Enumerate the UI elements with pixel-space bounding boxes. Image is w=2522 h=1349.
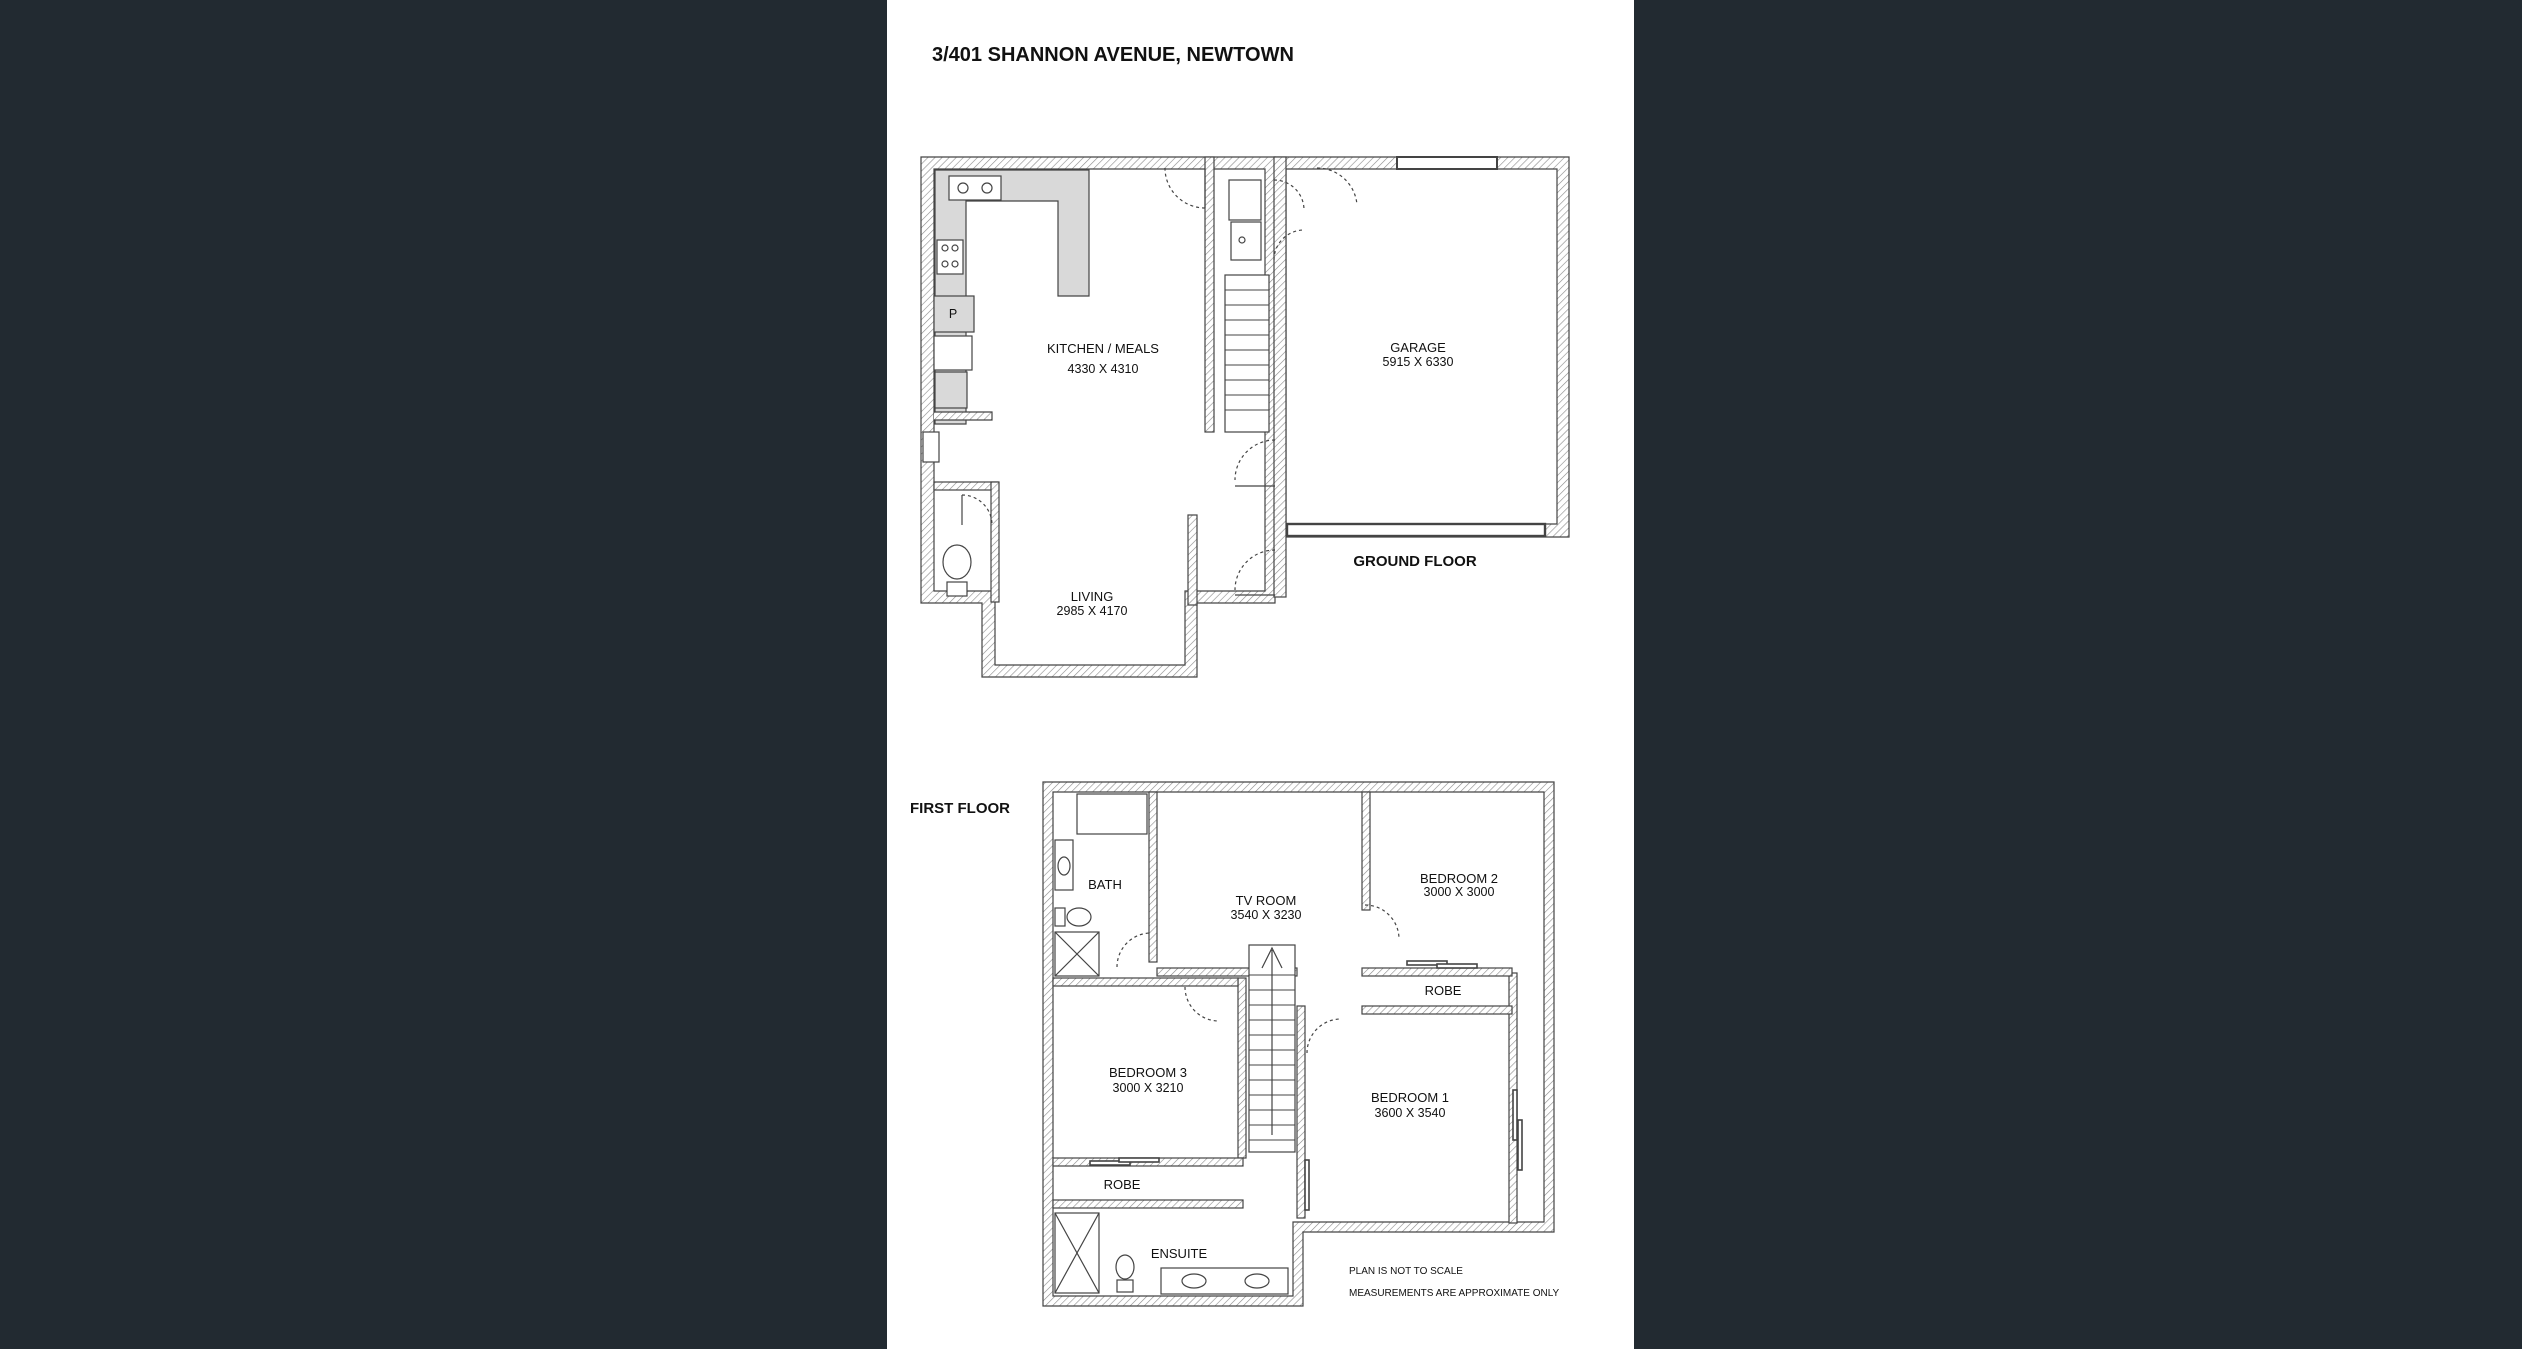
tvroom-bedroom2-wall [1362, 792, 1370, 910]
bedroom1-label: BEDROOM 1 [1370, 1090, 1450, 1105]
laundry-garage-partition [1274, 157, 1286, 597]
living-dims: 2985 X 4170 [1056, 604, 1128, 618]
robe2-label: ROBE [1424, 983, 1462, 998]
floor-plan-drawing [887, 0, 1634, 1349]
kitchen-label: KITCHEN / MEALS [1047, 341, 1159, 356]
robe1-sliding-door [1513, 1090, 1517, 1140]
robe3-bottom-wall [1053, 1200, 1243, 1208]
ground-staircase [1225, 275, 1269, 432]
bed3-stair-wall [1238, 978, 1246, 1158]
ensuite-door [1305, 1160, 1309, 1210]
first-floor-label: FIRST FLOOR [910, 800, 1010, 817]
ground-floor-label: GROUND FLOOR [1353, 553, 1477, 570]
bedroom3-label: BEDROOM 3 [1108, 1065, 1188, 1080]
bedroom1-dims: 3600 X 3540 [1374, 1106, 1446, 1120]
bath-tvroom-wall [1149, 792, 1157, 962]
laundry-tub [1229, 180, 1261, 220]
laundry-basin [923, 432, 939, 462]
bedroom2-dims: 3000 X 3000 [1423, 885, 1495, 899]
bath-label: BATH [1088, 877, 1122, 892]
kitchen-corridor-partition [1205, 157, 1214, 432]
living-label: LIVING [1070, 589, 1114, 604]
tvroom-dims: 3540 X 3230 [1230, 908, 1302, 922]
garage-dims: 5915 X 6330 [1382, 355, 1454, 369]
living-nib-wall [1188, 515, 1197, 605]
powder-room-wall [934, 482, 998, 490]
ensuite-label: ENSUITE [1150, 1246, 1208, 1261]
robe2-bottom-wall [1362, 1006, 1512, 1014]
fridge-space [934, 336, 972, 370]
powder-room-side-wall [991, 482, 999, 602]
measurements-note: MEASUREMENTS ARE APPROXIMATE ONLY [1349, 1288, 1560, 1299]
bedroom2-bottom-wall [1362, 968, 1512, 976]
kitchen-sink [949, 176, 1001, 200]
ground-floor-plan [921, 157, 1569, 677]
garage-roller-door [1287, 524, 1545, 536]
bath-bed3-wall [1053, 978, 1238, 986]
garage-rear-window [1397, 157, 1497, 169]
kitchen-laundry-wall [934, 412, 992, 420]
bathtub [1077, 794, 1147, 834]
plan-title: 3/401 SHANNON AVENUE, NEWTOWN [932, 44, 1294, 66]
kitchen-dims: 4330 X 4310 [1067, 362, 1139, 376]
floor-plan-sheet [887, 0, 1634, 1349]
scale-note: PLAN IS NOT TO SCALE [1349, 1266, 1463, 1277]
stair-bed1-wall [1297, 1006, 1305, 1218]
garage-label: GARAGE [1390, 340, 1446, 355]
cooktop [937, 240, 963, 274]
dishwasher [935, 372, 967, 408]
first-floor-plan [1043, 782, 1554, 1306]
ensuite-toilet [1116, 1255, 1134, 1279]
pantry-label: P [948, 307, 958, 321]
bedroom2-label: BEDROOM 2 [1419, 871, 1499, 886]
bedroom3-dims: 3000 X 3210 [1112, 1081, 1184, 1095]
toilet [943, 545, 971, 579]
tvroom-label: TV ROOM [1235, 893, 1297, 908]
robe3-label: ROBE [1103, 1177, 1141, 1192]
bath-toilet [1067, 908, 1091, 926]
